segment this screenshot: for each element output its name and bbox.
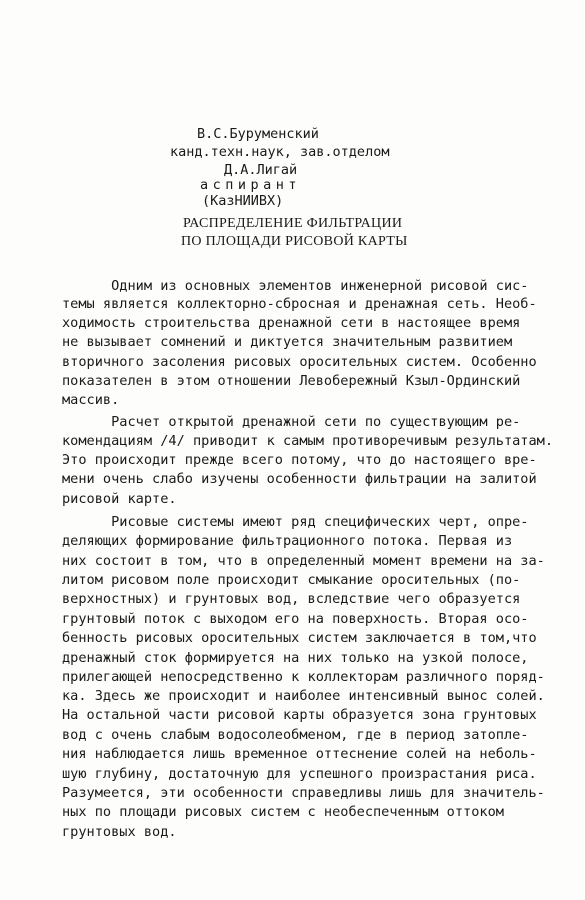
body-line: не вызывает сомнений и диктуется значительным развитием (62, 334, 513, 350)
body-line: показателен в этом отношении Левобережный Кзыл-Ординский (62, 373, 521, 389)
body-line: темы является коллекторно-сбросная и дренажная сеть. Необ- (62, 296, 537, 312)
body-line: ных по площади рисовых систем с необеспеченным оттоком (62, 804, 504, 820)
body-line: массив. (62, 392, 120, 408)
body-line: вторичного засоления рисовых оросительных систем. Особенно (62, 354, 537, 370)
body-line: ходимость строительства дренажной сети в настоящее время (62, 315, 521, 331)
institution: (КазНИИВХ) (202, 193, 284, 209)
body-line: Это происходит прежде всего потому, что до настоящего вре- (62, 452, 537, 468)
document-title-line2: ПО ПЛОЩАДИ РИСОВОЙ КАРТЫ (181, 234, 408, 249)
body-line: комендациям /4/ приводит к самым противоречивым результатам. (62, 433, 554, 449)
author2-name: Д.А.Лигай (224, 162, 298, 178)
body-line: Одним из основных элементов инженерной рисовой сис- (62, 278, 529, 294)
body-line: прилегающей непосредственно к коллекторам различного поряд- (62, 669, 545, 685)
body-line: Рисовые системы имеют ряд специфических черт, опре- (62, 514, 529, 530)
body-line: грунтовый поток с выходом его на поверхность. Вторая осо- (62, 611, 529, 627)
author1-name: В.С.Буруменский (197, 126, 319, 142)
body-line: На остальной части рисовой карты образуется зона грунтовых (62, 707, 537, 723)
body-line: литом рисовом поле происходит смыкание оросительных (по- (62, 572, 521, 588)
body-line: шую глубину, достаточную для успешного произрастания риса. (62, 766, 537, 782)
body-line: ка. Здесь же происходит и наиболее интенсивный вынос солей. (62, 688, 545, 704)
author2-title: аспирант (200, 177, 302, 193)
body-line: дренажный сток формируется на них только на узкой полосе, (62, 650, 529, 666)
body-line: мени очень слабо изучены особенности фильтрации на залитой (62, 471, 537, 487)
document-title-line1: РАСПРЕДЕЛЕНИЕ ФИЛЬТРАЦИИ (183, 216, 403, 231)
body-line: деляющих формирование фильтрационного потока. Первая из (62, 533, 513, 549)
body-line: ния наблюдается лишь временное оттеснение солей на неболь- (62, 746, 537, 762)
body-line: бенность рисовых оросительных систем заключается в том,что (62, 630, 537, 646)
body-line: них состоит в том, что в определенный момент времени на за- (62, 553, 545, 569)
body-line: вод с очень слабым водосолеобменом, где в период затопле- (62, 727, 529, 743)
body-line: Расчет открытой дренажной сети по существующим ре- (62, 414, 521, 430)
body-line: рисовой карте. (62, 491, 177, 507)
body-line: Разумеется, эти особенности справедливы лишь для значитель- (62, 785, 545, 801)
body-line: грунтовых вод. (62, 824, 177, 840)
author1-title: канд.техн.наук, зав.отделом (170, 144, 390, 160)
body-line: верхностных) и грунтовых вод, вследствие чего образуется (62, 591, 521, 607)
